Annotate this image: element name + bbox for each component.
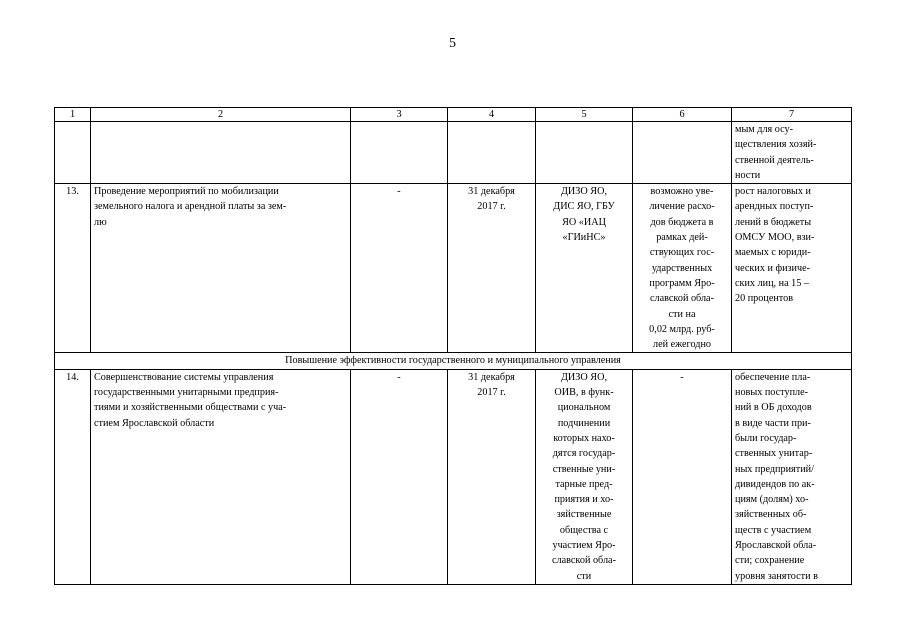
measure-description: Проведение мероприятий по мобилизации земельного налога и арендной платы за зем- лю bbox=[91, 184, 351, 353]
section-heading-row bbox=[55, 353, 852, 369]
table-row-continuation bbox=[55, 122, 852, 184]
row-number: 14. bbox=[55, 369, 91, 584]
column-header: 4 bbox=[448, 108, 536, 122]
responsible-cell: ДИЗО ЯО, ДИС ЯО, ГБУ ЯО «ИАЦ «ГИиНС» bbox=[536, 184, 633, 353]
result-cell: обеспечение пла- новых поступле- ний в ОБ доходов в виде части при- были государ- ственных унитар- ных предприятий/ дивидендов по ак- циям (долям) хо- зяйственных об- ществ с участием Ярославской обла- сти; сохранение уровня занятости в bbox=[732, 369, 852, 584]
measure-description: Совершенствование системы управления государственными унитарными предприя- тиями и хозяйственными обществами с уча- стием Ярославской области bbox=[91, 369, 351, 584]
funding-cell: - bbox=[633, 369, 732, 584]
funding-cell: возможно уве- личение расхо- дов бюджета в рамках дей- ствующих гос- ударственных программ Яро- славской обла- сти на 0,02 млрд. руб- лей ежегодно bbox=[633, 184, 732, 353]
measures-table bbox=[54, 107, 852, 585]
responsible-cell: ДИЗО ЯО, ОИВ, в функ- циональном подчинении которых нахо- дятся государ- ственные уни- тарные пред- приятия и хо- зяйственные общества с участием Яро- славской обла- сти bbox=[536, 369, 633, 584]
empty-dash-cell: - bbox=[351, 369, 448, 584]
column-number-row bbox=[55, 108, 852, 122]
column-header: 6 bbox=[633, 108, 732, 122]
table-row-14 bbox=[55, 369, 852, 584]
column-header: 5 bbox=[536, 108, 633, 122]
empty-dash-cell: - bbox=[351, 184, 448, 353]
table-row-13 bbox=[55, 184, 852, 353]
result-cell: рост налоговых и арендных поступ- лений в бюджеты ОМСУ МОО, взи- маемых с юриди- ческих и физиче- ских лиц, на 15 – 20 процентов bbox=[732, 184, 852, 353]
section-title: Повышение эффективности государственного и муниципального управления bbox=[55, 353, 852, 369]
column-header: 2 bbox=[91, 108, 351, 122]
column-header: 3 bbox=[351, 108, 448, 122]
page-number: 5 bbox=[449, 36, 456, 51]
deadline-cell: 31 декабря 2017 г. bbox=[448, 184, 536, 353]
deadline-cell: 31 декабря 2017 г. bbox=[448, 369, 536, 584]
row-number: 13. bbox=[55, 184, 91, 353]
column-header: 1 bbox=[55, 108, 91, 122]
column-header: 7 bbox=[732, 108, 852, 122]
result-cell: мым для осу- ществления хозяй- ственной деятель- ности bbox=[732, 122, 852, 184]
